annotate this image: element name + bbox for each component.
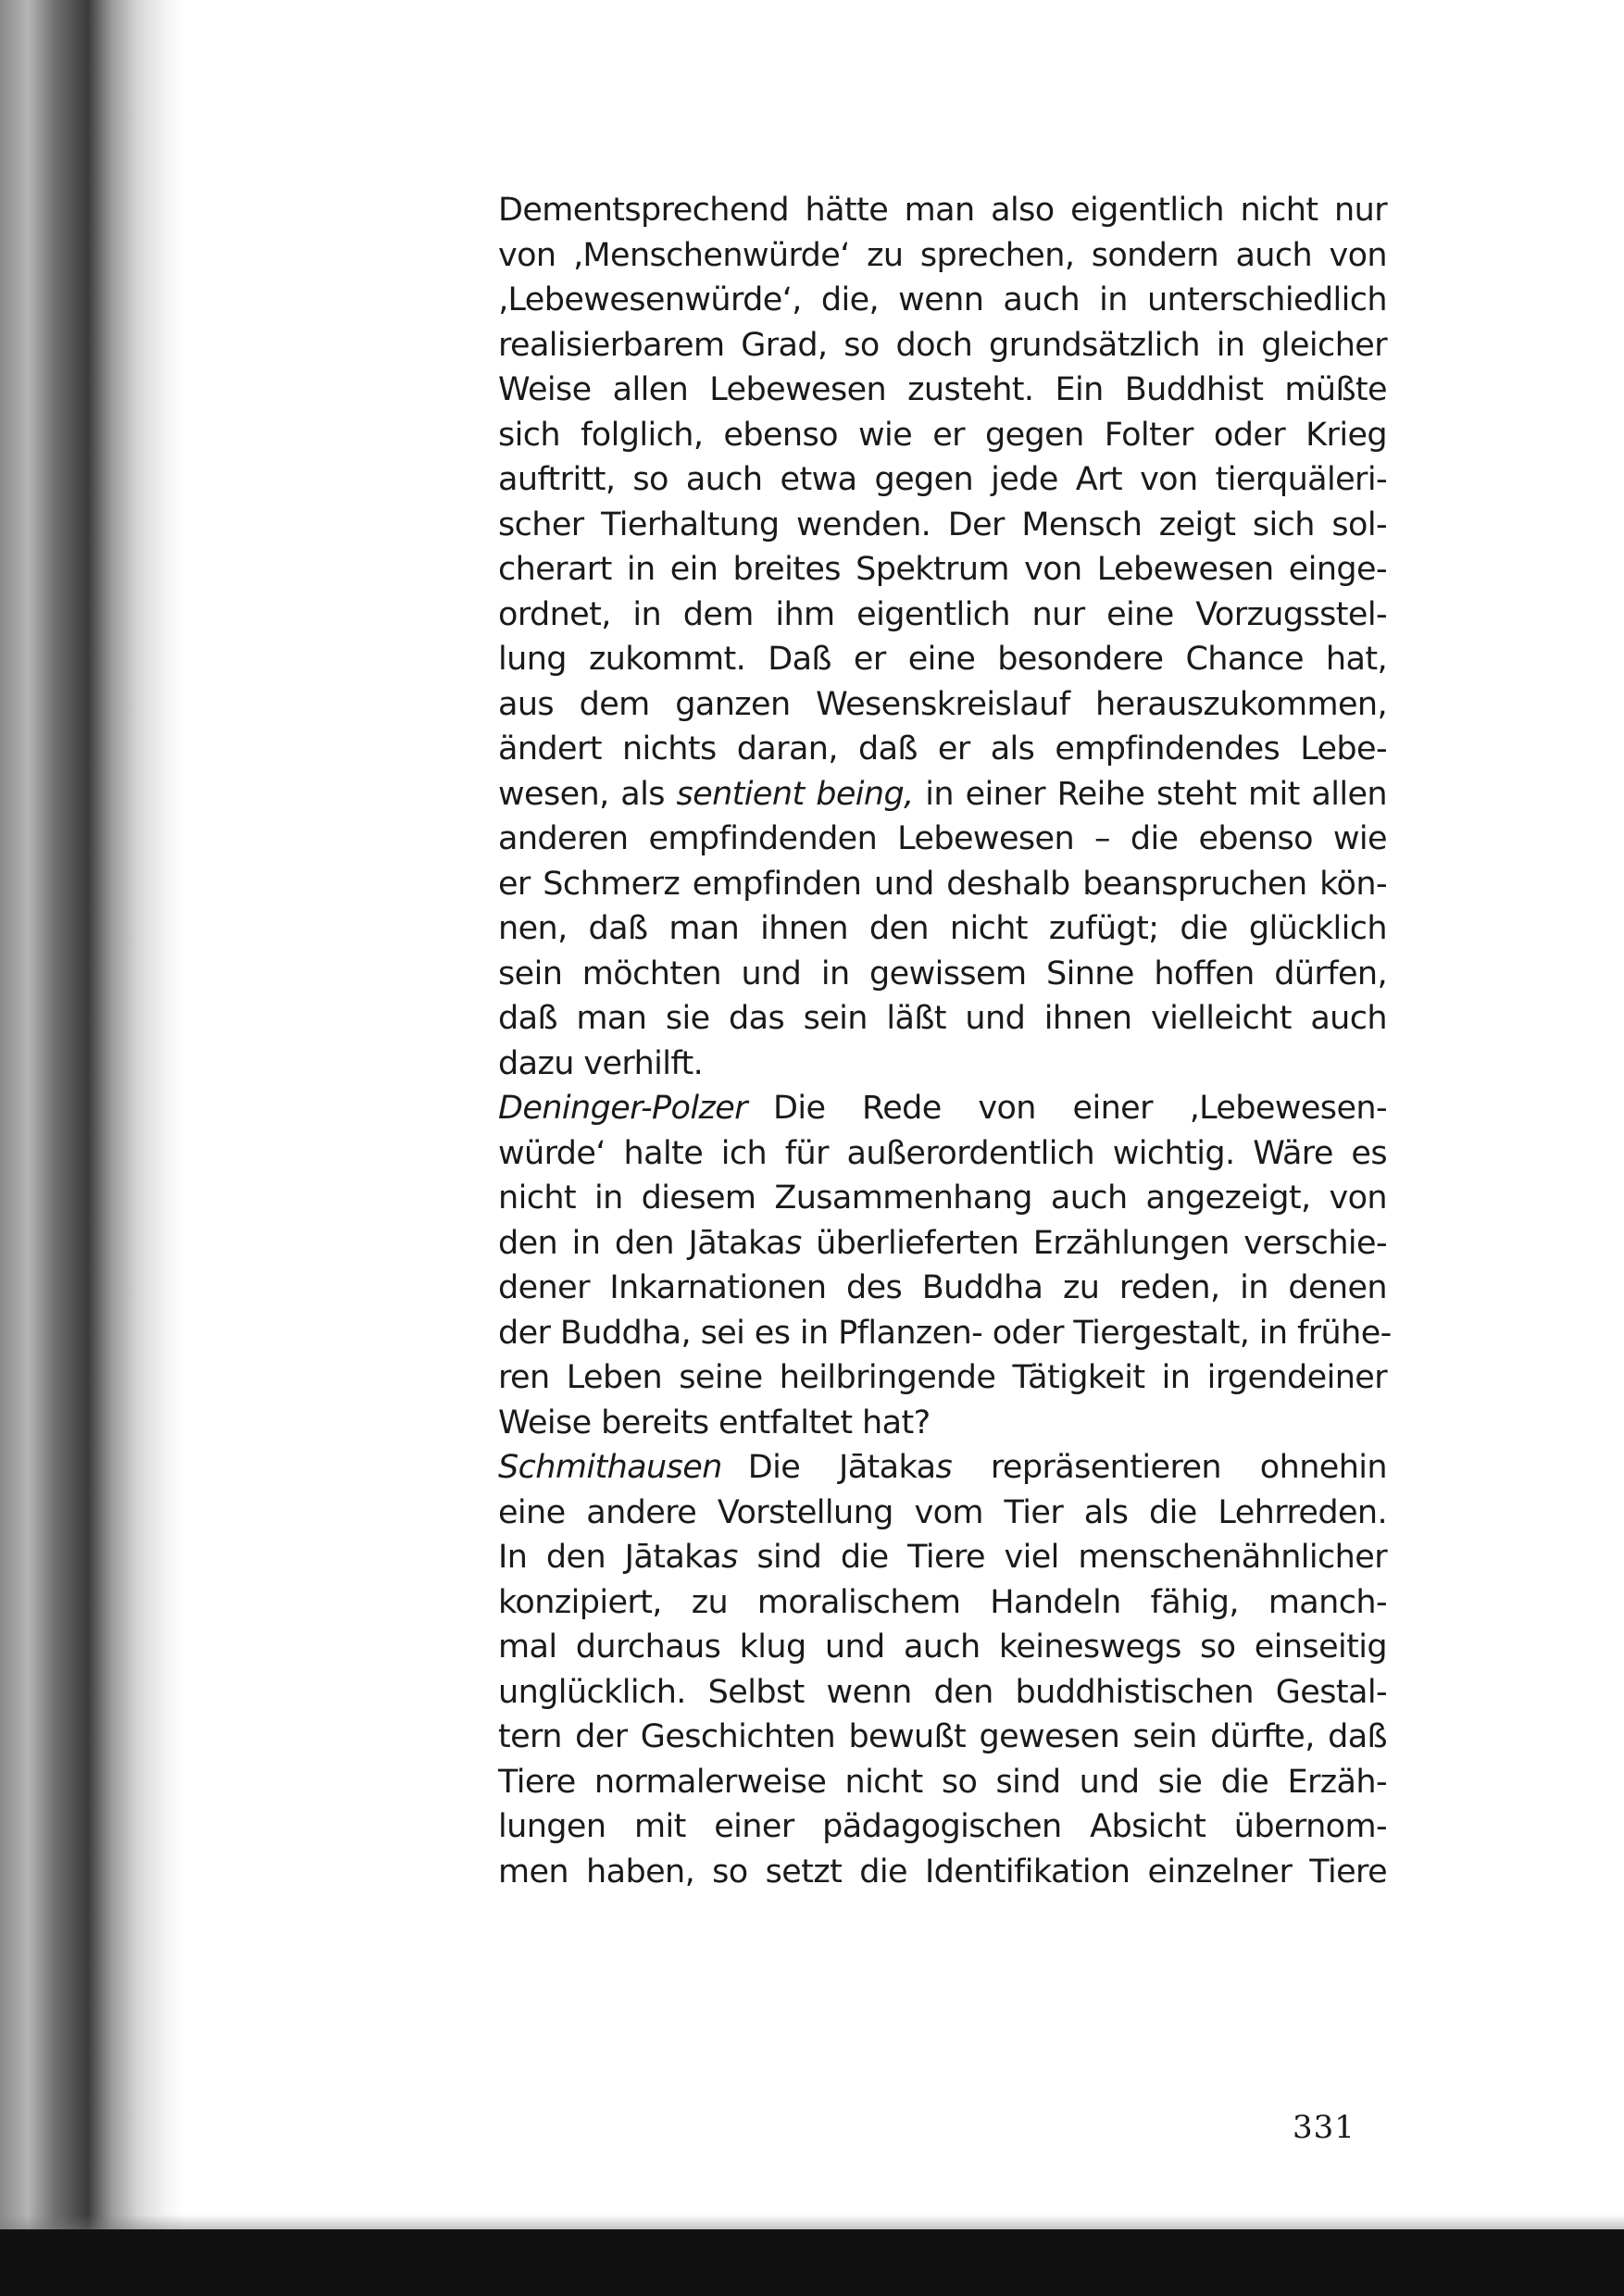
text-line: men haben, so setzt die Identifikation einzelner Tiere bbox=[498, 1853, 1387, 1890]
text-line: Dementsprechend hätte man also eigentlich nicht nur bbox=[498, 192, 1387, 229]
text-line: nen, daß man ihnen den nicht zufügt; die glücklich bbox=[498, 910, 1387, 947]
book-spine-shadow bbox=[0, 0, 185, 2296]
text-line: mal durchaus klug und auch keineswegs so einseitig bbox=[498, 1628, 1387, 1666]
text-fragment: Die Jātaka bbox=[747, 1449, 936, 1486]
text-line: von ‚Menschenwürde‘ zu sprechen, sondern auch von bbox=[498, 236, 1387, 274]
paragraph-2 bbox=[498, 1086, 1392, 1445]
text-line: tern der Geschichten bewußt gewesen sein dürfte, daß bbox=[498, 1718, 1387, 1755]
text-line: dener Inkarnationen des Buddha zu reden, in denen bbox=[498, 1269, 1387, 1306]
text-line: konzipiert, zu moralischem Handeln fähig, manch- bbox=[498, 1583, 1387, 1621]
text-line bbox=[498, 1221, 1387, 1267]
scan-bottom-edge bbox=[0, 2229, 1624, 2296]
text-line: ren Leben seine heilbringende Tätigkeit in irgendeiner bbox=[498, 1359, 1387, 1396]
text-fragment: Die Rede von einer ‚Lebewesen- bbox=[772, 1090, 1387, 1127]
text-line: anderen empfindenden Lebewesen – die ebenso wie bbox=[498, 820, 1387, 857]
text-line: unglücklich. Selbst wenn den buddhistischen Gestal- bbox=[498, 1673, 1387, 1711]
text-line: würde‘ halte ich für außerordentlich wichtig. Wäre es bbox=[498, 1134, 1387, 1172]
text-fragment: überlieferten Erzählungen verschie- bbox=[801, 1224, 1387, 1262]
page-body-text bbox=[498, 188, 1392, 1894]
text-line bbox=[498, 772, 1387, 817]
italic-plural-suffix: s bbox=[935, 1449, 953, 1486]
speaker-name: Schmithausen bbox=[498, 1449, 722, 1486]
speaker-name: Deninger-Polzer bbox=[498, 1090, 747, 1127]
text-line: ordnet, in dem ihm eigentlich nur eine Vorzugsstel- bbox=[498, 595, 1387, 633]
text-line: lung zukommt. Daß er eine besondere Chance hat, bbox=[498, 641, 1387, 678]
text-fragment: in einer Reihe steht mit allen bbox=[913, 775, 1387, 813]
text-line: aus dem ganzen Wesenskreislauf herauszukommen, bbox=[498, 685, 1387, 723]
text-line: Weise bereits entfaltet hat? bbox=[498, 1404, 931, 1441]
text-line: Tiere normalerweise nicht so sind und sie die Erzäh- bbox=[498, 1763, 1387, 1801]
text-fragment: In den Jātaka bbox=[498, 1539, 722, 1576]
text-line: auftritt, so auch etwa gegen jede Art von tierquäleri- bbox=[498, 461, 1387, 498]
italic-plural-suffix: s bbox=[721, 1539, 738, 1576]
text-line bbox=[498, 1535, 1387, 1580]
text-line: sein möchten und in gewissem Sinne hoffen dürfen, bbox=[498, 955, 1387, 992]
text-line: cherart in ein breites Spektrum von Lebewesen einge- bbox=[498, 551, 1387, 588]
text-fragment: sind die Tiere viel menschenähnlicher bbox=[737, 1539, 1387, 1576]
text-fragment: wesen, als bbox=[498, 775, 677, 813]
text-line: Weise allen Lebewesen zusteht. Ein Buddhist müßte bbox=[498, 371, 1387, 408]
text-line: ändert nichts daran, daß er als empfindendes Lebe- bbox=[498, 730, 1387, 767]
text-line bbox=[498, 1445, 1387, 1491]
text-line: ‚Lebewesenwürde‘, die, wenn auch in unterschiedlich bbox=[498, 281, 1387, 318]
text-line: der Buddha, sei es in Pflanzen- oder Tiergestalt, in frühe- bbox=[498, 1314, 1392, 1352]
text-fragment: repräsentieren ohnehin bbox=[952, 1449, 1387, 1486]
paragraph-3 bbox=[498, 1445, 1387, 1894]
text-line: lungen mit einer pädagogischen Absicht übernom- bbox=[498, 1808, 1387, 1845]
paragraph-1 bbox=[498, 188, 1387, 1086]
text-line: daß man sie das sein läßt und ihnen vielleicht auch bbox=[498, 1000, 1387, 1037]
text-line: eine andere Vorstellung vom Tier als die Lehrreden. bbox=[498, 1493, 1387, 1531]
text-line: er Schmerz empfinden und deshalb beanspruchen kön- bbox=[498, 865, 1387, 903]
text-line: nicht in diesem Zusammenhang auch angezeigt, von bbox=[498, 1179, 1387, 1217]
text-line bbox=[498, 1086, 1387, 1131]
text-line: realisierbarem Grad, so doch grundsätzlich in gleicher bbox=[498, 326, 1387, 364]
text-line: dazu verhilft. bbox=[498, 1044, 704, 1082]
text-line: sich folglich, ebenso wie er gegen Folter oder Krieg bbox=[498, 416, 1387, 454]
text-line: scher Tierhaltung wenden. Der Mensch zeigt sich sol- bbox=[498, 505, 1387, 543]
italic-term: sentient being, bbox=[676, 775, 914, 813]
italic-plural-suffix: s bbox=[784, 1224, 802, 1262]
page-number: 331 bbox=[1293, 2109, 1355, 2146]
text-fragment: den in den Jātaka bbox=[498, 1224, 785, 1262]
